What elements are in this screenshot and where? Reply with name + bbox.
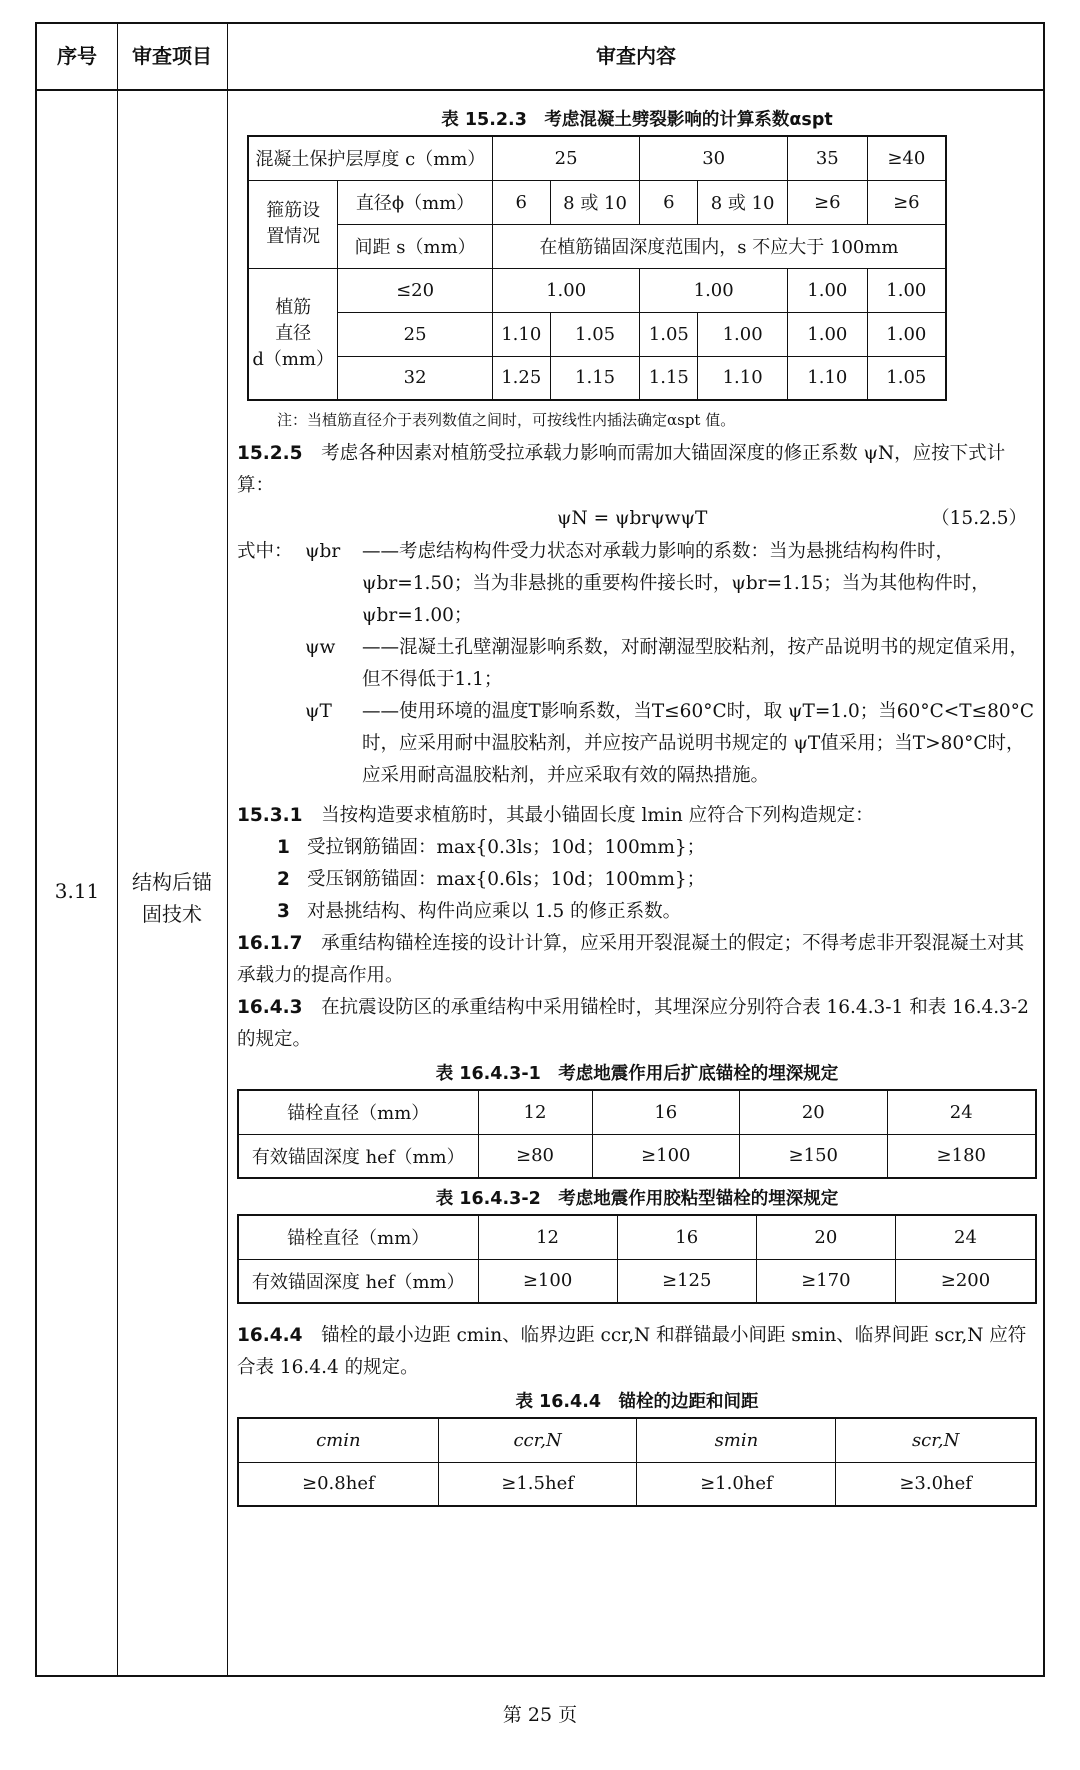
definition-psi-br: 式中： ψbr ——考虑结构构件受力状态对承载力影响的系数：当为悬挑结构构件时，ψbr=1.50；当为非悬挑的重要构件接长时，ψbr=1.15；当为其他构件时，ψbr=1.00；: [237, 541, 990, 626]
header-content: 审查内容: [596, 44, 676, 68]
column-divider: [227, 24, 228, 1675]
review-content: [237, 104, 1037, 1507]
seq-number: 3.11: [54, 879, 100, 903]
table-16-4-3-2: 锚栓直径（mm） 12 16 20 24 有效锚固深度 hef（mm） ≥100 ≥125 ≥170 ≥200: [237, 1214, 1037, 1304]
definition-psi-w: ψw ——混凝土孔壁潮湿影响系数，对耐潮湿型胶粘剂，按产品说明书的规定值采用，但不得低于1.1；: [305, 637, 1029, 690]
list-item: 3 对悬挑结构、构件尚应乘以 1.5 的修正系数。: [277, 901, 682, 922]
clause-16-1-7: 16.1.7 承重结构锚栓连接的设计计算，应采用开裂混凝土的假定；不得考虑非开裂混凝土对其承载力的提高作用。: [237, 933, 1025, 986]
review-item: 结构后锚 固技术: [132, 870, 212, 926]
table-15-2-3: 混凝土保护层厚度 c（mm） 25 30 35 ≥40 箍筋设 置情况 直径ϕ（mm） 6 8 或 10 6 8 或 10 ≥6 ≥6 间距 s（mm） 在植筋锚固深度范围内，s 不应大于 100mm 植筋 直径 d（mm） ≤20 1.00 1.00 1.00 1.00 25 1.10 1.05 1.05 1.00 1.00 1.00 32 1.25 1.15 1.15 1.10 1.10 1.05: [247, 135, 947, 401]
page-number: 第 25 页: [502, 1704, 578, 1726]
clause-16-4-4: 16.4.4 锚栓的最小边距 cmin、临界边距 ccr,N 和群锚最小间距 smin、临界间距 scr,N 应符合表 16.4.4 的规定。: [237, 1325, 1027, 1378]
formula: ψN = ψbrψwψT （15.2.5）: [557, 508, 1027, 529]
list-item: 1 受拉钢筋锚固：max{0.3ls；10d；100mm}；: [277, 837, 706, 858]
table-caption: 表 16.4.3-2 考虑地震作用胶粘型锚栓的埋深规定: [435, 1189, 839, 1209]
column-divider: [117, 24, 118, 1675]
table-16-4-4: cmin ccr,N smin scr,N ≥0.8hef ≥1.5hef ≥1.0hef ≥3.0hef: [237, 1417, 1037, 1507]
list-item: 2 受压钢筋锚固：max{0.6ls；10d；100mm}；: [277, 869, 706, 890]
header-item: 审查项目: [132, 44, 212, 68]
table-caption: 表 16.4.4 锚栓的边距和间距: [515, 1392, 759, 1412]
table-note: 注：当植筋直径介于表列数值之间时，可按线性内插法确定αspt 值。: [277, 411, 736, 429]
definition-psi-t: ψT ——使用环境的温度T影响系数，当T≤60°C时，取 ψT=1.0；当60°C<T≤80°C时，应采用耐中温胶粘剂，并应按产品说明书规定的 ψT值采用；当T>80°C时，应采用耐高温胶粘剂，并应采取有效的隔热措施。: [305, 701, 1035, 786]
clause-15-3-1: 15.3.1 当按构造要求植筋时，其最小锚固长度 lmin 应符合下列构造规定：: [237, 805, 874, 826]
table-16-4-3-1: 锚栓直径（mm） 12 16 20 24 有效锚固深度 hef（mm） ≥80 ≥100 ≥150 ≥180: [237, 1089, 1037, 1179]
table-caption: 表 15.2.3 考虑混凝土劈裂影响的计算系数αspt: [441, 110, 833, 130]
table-caption: 表 16.4.3-1 考虑地震作用后扩底锚栓的埋深规定: [435, 1064, 839, 1084]
clause-16-4-3: 16.4.3 在抗震设防区的承重结构中采用锚栓时，其埋深应分别符合表 16.4.3-1 和表 16.4.3-2 的规定。: [237, 997, 1029, 1050]
header-seq: 序号: [57, 44, 97, 68]
clause-15-2-5: 15.2.5 考虑各种因素对植筋受拉承载力影响而需加大锚固深度的修正系数 ψN，应按下式计算：: [237, 443, 1006, 496]
review-table: [35, 22, 1045, 1677]
